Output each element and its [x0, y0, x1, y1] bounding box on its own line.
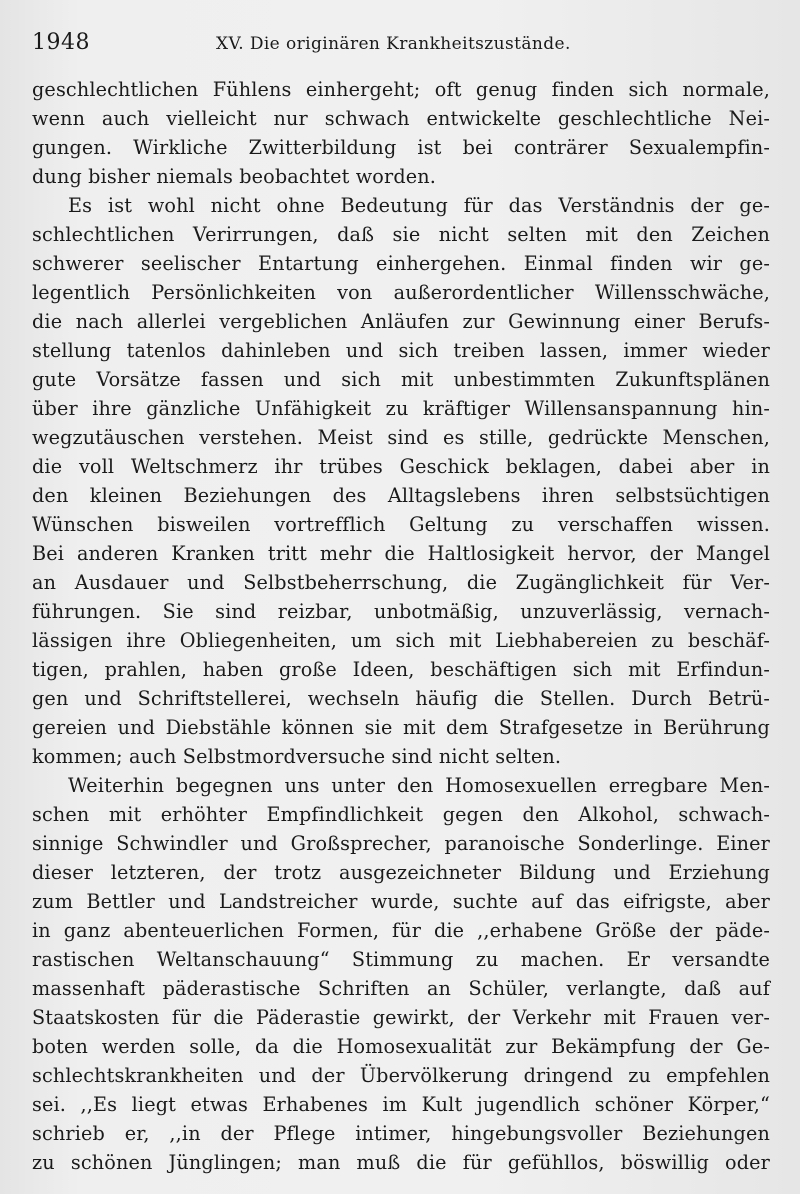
text-line: sinnige Schwindler und Großsprecher, paranoische Sonderlinge. Einer [32, 832, 770, 855]
text-line: Es ist wohl nicht ohne Bedeutung für das Verständnis der ge- [68, 194, 770, 217]
text-line: führungen. Sie sind reizbar, unbotmäßig, unzuverlässig, vernach- [32, 600, 770, 623]
text-line: in ganz abenteuerlichen Formen, für die ,,erhabene Größe der päde- [32, 919, 770, 942]
text-line: die voll Weltschmerz ihr trübes Geschick beklagen, dabei aber in [32, 455, 770, 478]
text-line: gute Vorsätze fassen und sich mit unbestimmten Zukunftsplänen [32, 368, 770, 391]
body-text [32, 75, 770, 1177]
text-line: tigen, prahlen, haben große Ideen, beschäftigen sich mit Erfindun- [32, 658, 770, 681]
text-line: wegzutäuschen verstehen. Meist sind es stille, gedrückte Menschen, [32, 426, 770, 449]
text-line: an Ausdauer und Selbstbeherrschung, die Zugänglichkeit für Ver- [32, 571, 770, 594]
text-line: wenn auch vielleicht nur schwach entwickelte geschlechtliche Nei- [32, 107, 770, 130]
text-line: zu schönen Jünglingen; man muß die für gefühllos, böswillig oder [32, 1151, 770, 1174]
text-line: dieser letzteren, der trotz ausgezeichneter Bildung und Erziehung [32, 861, 770, 884]
text-line: massenhaft päderastische Schriften an Schüler, verlangte, daß auf [32, 977, 770, 1000]
text-line: dung bisher niemals beobachtet worden. [32, 165, 437, 188]
text-line: gungen. Wirkliche Zwitterbildung ist bei conträrer Sexualempfin- [32, 136, 770, 159]
text-line: schlechtskrankheiten und der Übervölkerung dringend zu empfehlen [32, 1064, 770, 1087]
text-line: Wünschen bisweilen vortrefflich Geltung zu verschaffen wissen. [32, 513, 770, 536]
text-line: den kleinen Beziehungen des Alltagslebens ihren selbstsüchtigen [32, 484, 770, 507]
text-line: schwerer seelischer Entartung einhergehen. Einmal finden wir ge- [32, 252, 770, 275]
text-line: geschlechtlichen Fühlens einhergeht; oft genug finden sich normale, [32, 78, 770, 101]
text-line: Bei anderen Kranken tritt mehr die Haltlosigkeit hervor, der Mangel [32, 542, 770, 565]
text-line: zum Bettler und Landstreicher wurde, suchte auf das eifrigste, aber [32, 890, 770, 913]
text-line: gereien und Diebstähle können sie mit dem Strafgesetze in Berührung [32, 716, 770, 739]
text-line: stellung tatenlos dahinleben und sich treiben lassen, immer wieder [32, 339, 770, 362]
text-line: über ihre gänzliche Unfähigkeit zu kräftiger Willensanspannung hin- [32, 397, 770, 420]
text-line: legentlich Persönlichkeiten von außerordentlicher Willensschwäche, [32, 281, 770, 304]
text-line: schrieb er, ,,in der Pflege intimer, hingebungsvoller Beziehungen [32, 1122, 770, 1145]
text-line: sei. ,,Es liegt etwas Erhabenes im Kult jugendlich schöner Körper,“ [32, 1093, 770, 1116]
text-line: Weiterhin begegnen uns unter den Homosexuellen erregbare Men- [68, 774, 770, 797]
running-head: XV. Die originären Krankheitszustände. [216, 34, 571, 54]
page-header [32, 28, 760, 62]
text-line: schlechtlichen Verirrungen, daß sie nicht selten mit den Zeichen [32, 223, 770, 246]
text-line: schen mit erhöhter Empfindlichkeit gegen den Alkohol, schwach- [32, 803, 770, 826]
text-line: boten werden solle, da die Homosexualität zur Bekämpfung der Ge- [32, 1035, 770, 1058]
text-line: rastischen Weltanschauung“ Stimmung zu machen. Er versandte [32, 948, 770, 971]
text-line: kommen; auch Selbstmordversuche sind nicht selten. [32, 745, 562, 768]
text-line: Staatskosten für die Päderastie gewirkt, der Verkehr mit Frauen ver- [32, 1006, 770, 1029]
text-line: gen und Schriftstellerei, wechseln häufig die Stellen. Durch Betrü- [32, 687, 770, 710]
page-number: 1948 [32, 30, 90, 55]
text-line: lässigen ihre Obliegenheiten, um sich mit Liebhabereien zu beschäf- [32, 629, 770, 652]
text-line: die nach allerlei vergeblichen Anläufen zur Gewinnung einer Berufs- [32, 310, 770, 333]
